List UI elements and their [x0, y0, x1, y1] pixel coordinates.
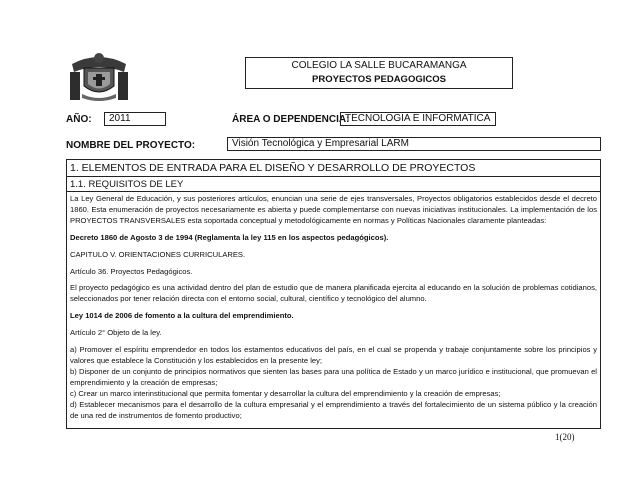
year-field: 2011	[104, 112, 166, 126]
paragraph: La Ley General de Educación, y sus posteriores artículos, enuncian una serie de ejes transversales, Proyectos obligatorios establecidos desde el decreto 1860. Esta enumeración de proyectos necesariamente es abierta y puede complementarse con nuevas iniciativas institucionales. La implementación de los PROYECTOS TRANSVERSALES esta soportada conceptual y metodológicamente en normas y Políticas Nacionales claramente planteadas:	[70, 194, 597, 225]
area-label: ÁREA O DEPENDENCIA:	[232, 114, 350, 125]
article-heading: Artículo 36. Proyectos Pedagógicos.	[70, 266, 193, 276]
year-label: AÑO:	[66, 114, 92, 125]
list-item: a) Promover el espíritu emprendedor en todos los estamentos educativos del país, en el cual se propenda y trabaje conjuntamente sobre los principios y valores que establece la Constitución y los establecidos en la presente ley;	[70, 345, 597, 365]
document-title: PROYECTOS PEDAGOGICOS	[312, 74, 446, 85]
paragraph: El proyecto pedagógico es una actividad dentro del plan de estudio que de manera planificada ejercita al educando en la solución de problemas cotidianos, seleccionados por tener relación directa con el entorno social, cultural, científico y tecnológico del alumno.	[70, 283, 597, 304]
list-item: b) Disponer de un conjunto de principios normativos que sienten las bases para una política de Estado y un marco jurídico e institucional, que promuevan el emprendimiento y la creación de empresas;	[70, 366, 597, 387]
school-crest-logo	[66, 42, 132, 102]
project-name-field: Visión Tecnológica y Empresarial LARM	[227, 137, 601, 151]
school-name: COLEGIO LA SALLE BUCARAMANGA	[291, 60, 467, 71]
chapter-heading: CAPITULO V. ORIENTACIONES CURRICULARES.	[70, 249, 246, 259]
list-item: d) Establecer mecanismos para el desarrollo de la cultura empresarial y el emprendimiento a través del fortalecimiento de un sistema público y la creación de una red de instrumentos de fomento productivo;	[70, 399, 597, 420]
project-name-label: NOMBRE DEL PROYECTO:	[66, 140, 196, 151]
page-number: 1(20)	[555, 432, 575, 442]
list-item: c) Crear un marco interinstitucional que permita fomentar y desarrollar la cultura del emprendimiento y la creación de empresas;	[70, 388, 501, 398]
area-field: TECNOLOGIA E INFORMATICA	[340, 112, 496, 126]
article-heading: Artículo 2° Objeto de la ley.	[70, 328, 162, 338]
decree-heading: Decreto 1860 de Agosto 3 de 1994 (Reglamenta la ley 115 en los aspectos pedagógicos).	[70, 232, 389, 242]
subsection-title: 1.1. REQUISITOS DE LEY	[67, 177, 600, 192]
header-box	[245, 57, 513, 89]
content-section	[66, 159, 601, 429]
section-body	[67, 192, 600, 423]
section-title: 1. ELEMENTOS DE ENTRADA PARA EL DISEÑO Y DESARROLLO DE PROYECTOS	[67, 160, 600, 177]
law-heading: Ley 1014 de 2006 de fomento a la cultura del emprendimiento.	[70, 311, 294, 321]
